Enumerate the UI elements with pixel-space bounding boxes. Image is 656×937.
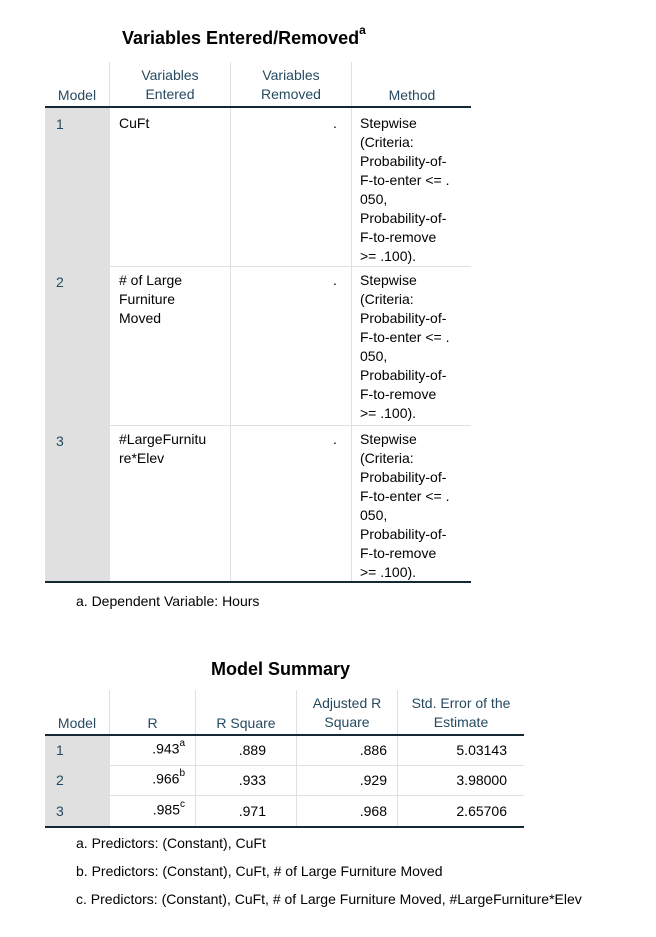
table1-row1-entered: CuFt — [119, 115, 150, 131]
table1-row3-model: 3 — [56, 433, 64, 449]
table2-footnote-b: b. Predictors: (Constant), CuFt, # of Large Furniture Moved — [76, 863, 443, 879]
table2-row1-r: .943$^a$ — [152, 738, 185, 757]
table2-row1-model: 1 — [56, 742, 64, 758]
table2-footnote-a: a. Predictors: (Constant), CuFt — [76, 835, 266, 851]
table2-footnote-c: c. Predictors: (Constant), CuFt, # of Large Furniture Moved, #LargeFurniture*Elev — [76, 891, 582, 907]
table2-row1-r-square: .889 — [238, 742, 266, 758]
table1-row1-model: 1 — [56, 116, 64, 132]
table1-row2-entered: # of Large Furniture Moved — [119, 272, 183, 326]
table1-row2-removed: . — [333, 272, 337, 288]
table2-row2-model: 2 — [56, 772, 64, 788]
table1-header-entered: Variables Entered — [141, 67, 199, 102]
table1-row3-removed: . — [333, 431, 337, 447]
table1-row1-removed: . — [333, 115, 337, 131]
table1-header-method: Method — [388, 87, 436, 103]
table2-row2-r: .966$^b$ — [152, 768, 185, 787]
table1-row1-method: Stepwise (Criteria: Probability-of- F-to-enter <= . 050, Probability-of- F-to-remove >= .100). — [360, 115, 450, 264]
table2-model-column — [45, 736, 109, 828]
table1-header-removed: Variables Removed — [261, 67, 321, 102]
table2-header-rule — [45, 734, 524, 736]
table2-row3-model: 3 — [56, 803, 64, 819]
table2-title: Model Summary — [211, 659, 351, 679]
table1-row3-entered: #LargeFurnitu re*Elev — [119, 431, 207, 466]
table1-header-model: Model — [57, 87, 97, 103]
table2-row2-r-square: .933 — [238, 772, 266, 788]
table2-row2-adjusted-r-square: .929 — [359, 772, 387, 788]
table2-bottom-rule — [45, 826, 524, 828]
table1-title: Variables Entered/Removed$^a$ — [122, 23, 366, 48]
table2-row1-std-error: 5.03143 — [456, 742, 507, 758]
table2-header-r-square: R Square — [216, 715, 276, 731]
table2-row2-std-error: 3.98000 — [456, 772, 507, 788]
table2-row3-adjusted-r-square: .968 — [359, 803, 387, 819]
table2-row1-adjusted-r-square: .886 — [359, 742, 387, 758]
table1-header-rule — [45, 106, 471, 108]
table2-row3-std-error: 2.65706 — [456, 803, 507, 819]
table2-header-adjusted-r-square: Adjusted R Square — [312, 695, 382, 730]
table2-header-r: R — [147, 715, 158, 731]
table2-row3-r: .985$^c$ — [152, 799, 185, 818]
table1-model-column — [45, 108, 109, 582]
table1-row3-method: Stepwise (Criteria: Probability-of- F-to-enter <= . 050, Probability-of- F-to-remove >= .100). — [360, 431, 450, 580]
table2-row3-r-square: .971 — [238, 803, 266, 819]
table2-header-model: Model — [57, 715, 97, 731]
table1-row2-model: 2 — [56, 274, 64, 290]
table1-footnote: a. Dependent Variable: Hours — [76, 593, 260, 609]
table2-header-std-error: Std. Error of the Estimate — [411, 695, 511, 730]
table1-row2-method: Stepwise (Criteria: Probability-of- F-to-enter <= . 050, Probability-of- F-to-remove >= .100). — [360, 272, 450, 421]
